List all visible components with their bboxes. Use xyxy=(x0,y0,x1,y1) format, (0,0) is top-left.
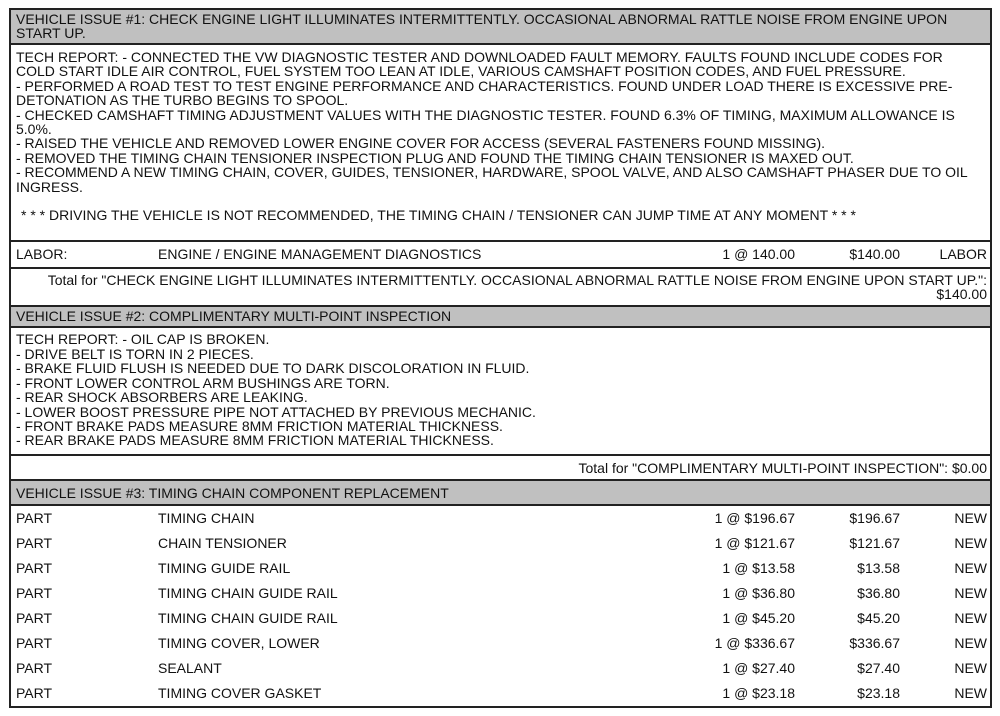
issue-total: Total for "COMPLIMENTARY MULTI-POINT INSPECTION": $0.00 xyxy=(11,456,990,481)
item-description: TIMING CHAIN xyxy=(158,509,255,526)
issue-header: VEHICLE ISSUE #1: CHECK ENGINE LIGHT ILLUMINATES INTERMITTENTLY. OCCASIONAL ABNORMAL RATTLE NOISE FROM ENGINE UPON START UP. xyxy=(11,10,990,45)
item-amount: $45.20 xyxy=(857,609,900,626)
issue-header: VEHICLE ISSUE #2: COMPLIMENTARY MULTI-POINT INSPECTION xyxy=(11,307,990,328)
item-quantity: 1 @ $27.40 xyxy=(722,659,795,676)
report-line: TECH REPORT: - CONNECTED THE VW DIAGNOSTIC TESTER AND DOWNLOADED FAULT MEMORY. FAULTS FOUND INCLUDE CODES FOR COLD START IDLE AIR CONTROL, FUEL SYSTEM TOO LEAN AT IDLE, VARIOUS CAMSHAFT POSITION CODES, AND FUEL PRESSURE. xyxy=(16,49,943,80)
item-type: PART xyxy=(16,584,53,601)
report-line: TECH REPORT: - OIL CAP IS BROKEN. xyxy=(16,331,270,348)
report-line: - REAR SHOCK ABSORBERS ARE LEAKING. xyxy=(16,389,308,406)
report-line: - BRAKE FLUID FLUSH IS NEEDED DUE TO DARK DISCOLORATION IN FLUID. xyxy=(16,360,530,377)
part-row xyxy=(11,556,990,581)
item-type: PART xyxy=(16,509,53,526)
vehicle-issue-2 xyxy=(11,307,990,480)
item-amount: $23.18 xyxy=(857,684,900,701)
part-row xyxy=(11,656,990,681)
item-type: LABOR: xyxy=(16,246,68,263)
part-row xyxy=(11,631,990,656)
item-description: ENGINE / ENGINE MANAGEMENT DIAGNOSTICS xyxy=(158,246,482,263)
report-line: - FRONT LOWER CONTROL ARM BUSHINGS ARE TORN. xyxy=(16,374,390,391)
issue-total: Total for "CHECK ENGINE LIGHT ILLUMINATES INTERMITTENTLY. OCCASIONAL ABNORMAL RATTLE NOISE FROM ENGINE UPON START UP.": $140.00 xyxy=(11,269,990,307)
report-line: - CHECKED CAMSHAFT TIMING ADJUSTMENT VALUES WITH THE DIAGNOSTIC TESTER. FOUND 6.3% OF TIMING, MAXIMUM ALLOWANCE IS 5.0%. xyxy=(16,106,955,138)
item-type: PART xyxy=(16,684,53,701)
item-description: SEALANT xyxy=(158,659,222,676)
item-type: PART xyxy=(16,634,53,651)
report-line: - RAISED THE VEHICLE AND REMOVED LOWER ENGINE COVER FOR ACCESS (SEVERAL FASTENERS FOUND MISSING). xyxy=(16,135,826,152)
report-line: - LOWER BOOST PRESSURE PIPE NOT ATTACHED BY PREVIOUS MECHANIC. xyxy=(16,403,536,420)
item-type: PART xyxy=(16,609,53,626)
item-amount: $36.80 xyxy=(857,584,900,601)
item-amount: $27.40 xyxy=(857,659,900,676)
item-amount: $140.00 xyxy=(849,246,900,263)
item-type: PART xyxy=(16,534,53,551)
report-line: - PERFORMED A ROAD TEST TO TEST ENGINE PERFORMANCE AND CHARACTERISTICS. FOUND UNDER LOAD THERE IS EXCESSIVE PRE-DETONATION AS THE TURBO BEGINS TO SPOOL. xyxy=(16,77,953,109)
item-amount: $13.58 xyxy=(857,559,900,576)
report-line: - REAR BRAKE PADS MEASURE 8MM FRICTION MATERIAL THICKNESS. xyxy=(16,432,494,449)
item-status: NEW xyxy=(954,684,987,701)
item-status: NEW xyxy=(954,659,987,676)
part-row xyxy=(11,506,990,531)
item-description: TIMING CHAIN GUIDE RAIL xyxy=(158,609,338,626)
item-quantity: 1 @ $23.18 xyxy=(722,684,795,701)
item-status: NEW xyxy=(954,609,987,626)
item-type: PART xyxy=(16,559,53,576)
part-row xyxy=(11,681,990,706)
item-status: NEW xyxy=(954,584,987,601)
item-description: TIMING COVER GASKET xyxy=(158,684,322,701)
parts-list xyxy=(11,506,990,706)
tech-report xyxy=(11,328,990,455)
report-line: - DRIVE BELT IS TORN IN 2 PIECES. xyxy=(16,345,254,362)
part-row xyxy=(11,606,990,631)
item-status: NEW xyxy=(954,559,987,576)
item-description: CHAIN TENSIONER xyxy=(158,534,287,551)
item-amount: $336.67 xyxy=(849,634,900,651)
item-quantity: 1 @ $336.67 xyxy=(714,634,795,651)
item-quantity: 1 @ $45.20 xyxy=(722,609,795,626)
item-description: TIMING GUIDE RAIL xyxy=(158,559,291,576)
item-status: NEW xyxy=(954,534,987,551)
item-quantity: 1 @ $121.67 xyxy=(714,534,795,551)
item-status: NEW xyxy=(954,509,987,526)
part-row xyxy=(11,531,990,556)
vehicle-issue-1 xyxy=(11,10,990,307)
report-line: - FRONT BRAKE PADS MEASURE 8MM FRICTION MATERIAL THICKNESS. xyxy=(16,417,503,434)
item-description: TIMING COVER, LOWER xyxy=(158,634,320,651)
line-item xyxy=(11,242,990,269)
item-quantity: 1 @ $36.80 xyxy=(722,584,795,601)
part-row xyxy=(11,581,990,606)
item-status: NEW xyxy=(954,634,987,651)
item-quantity: 1 @ 140.00 xyxy=(722,246,795,263)
repair-order xyxy=(9,8,992,708)
vehicle-issue-3 xyxy=(11,481,990,706)
tech-report xyxy=(11,45,990,242)
report-line: - RECOMMEND A NEW TIMING CHAIN, COVER, GUIDES, TENSIONER, HARDWARE, SPOOL VALVE, AND ALSO CAMSHAFT PHASER DUE TO OIL INGRESS. xyxy=(16,164,968,195)
item-status: LABOR xyxy=(939,246,987,263)
item-amount: $121.67 xyxy=(849,534,900,551)
report-line: - REMOVED THE TIMING CHAIN TENSIONER INSPECTION PLUG AND FOUND THE TIMING CHAIN TENSIONER IS MAXED OUT. xyxy=(16,149,854,166)
warning-note: * * * DRIVING THE VEHICLE IS NOT RECOMMENDED, THE TIMING CHAIN / TENSIONER CAN JUMP TIME AT ANY MOMENT * * * xyxy=(21,207,856,224)
item-quantity: 1 @ $196.67 xyxy=(714,509,795,526)
item-type: PART xyxy=(16,659,53,676)
issue-header: VEHICLE ISSUE #3: TIMING CHAIN COMPONENT REPLACEMENT xyxy=(11,481,990,506)
item-description: TIMING CHAIN GUIDE RAIL xyxy=(158,584,338,601)
item-amount: $196.67 xyxy=(849,509,900,526)
item-quantity: 1 @ $13.58 xyxy=(722,559,795,576)
